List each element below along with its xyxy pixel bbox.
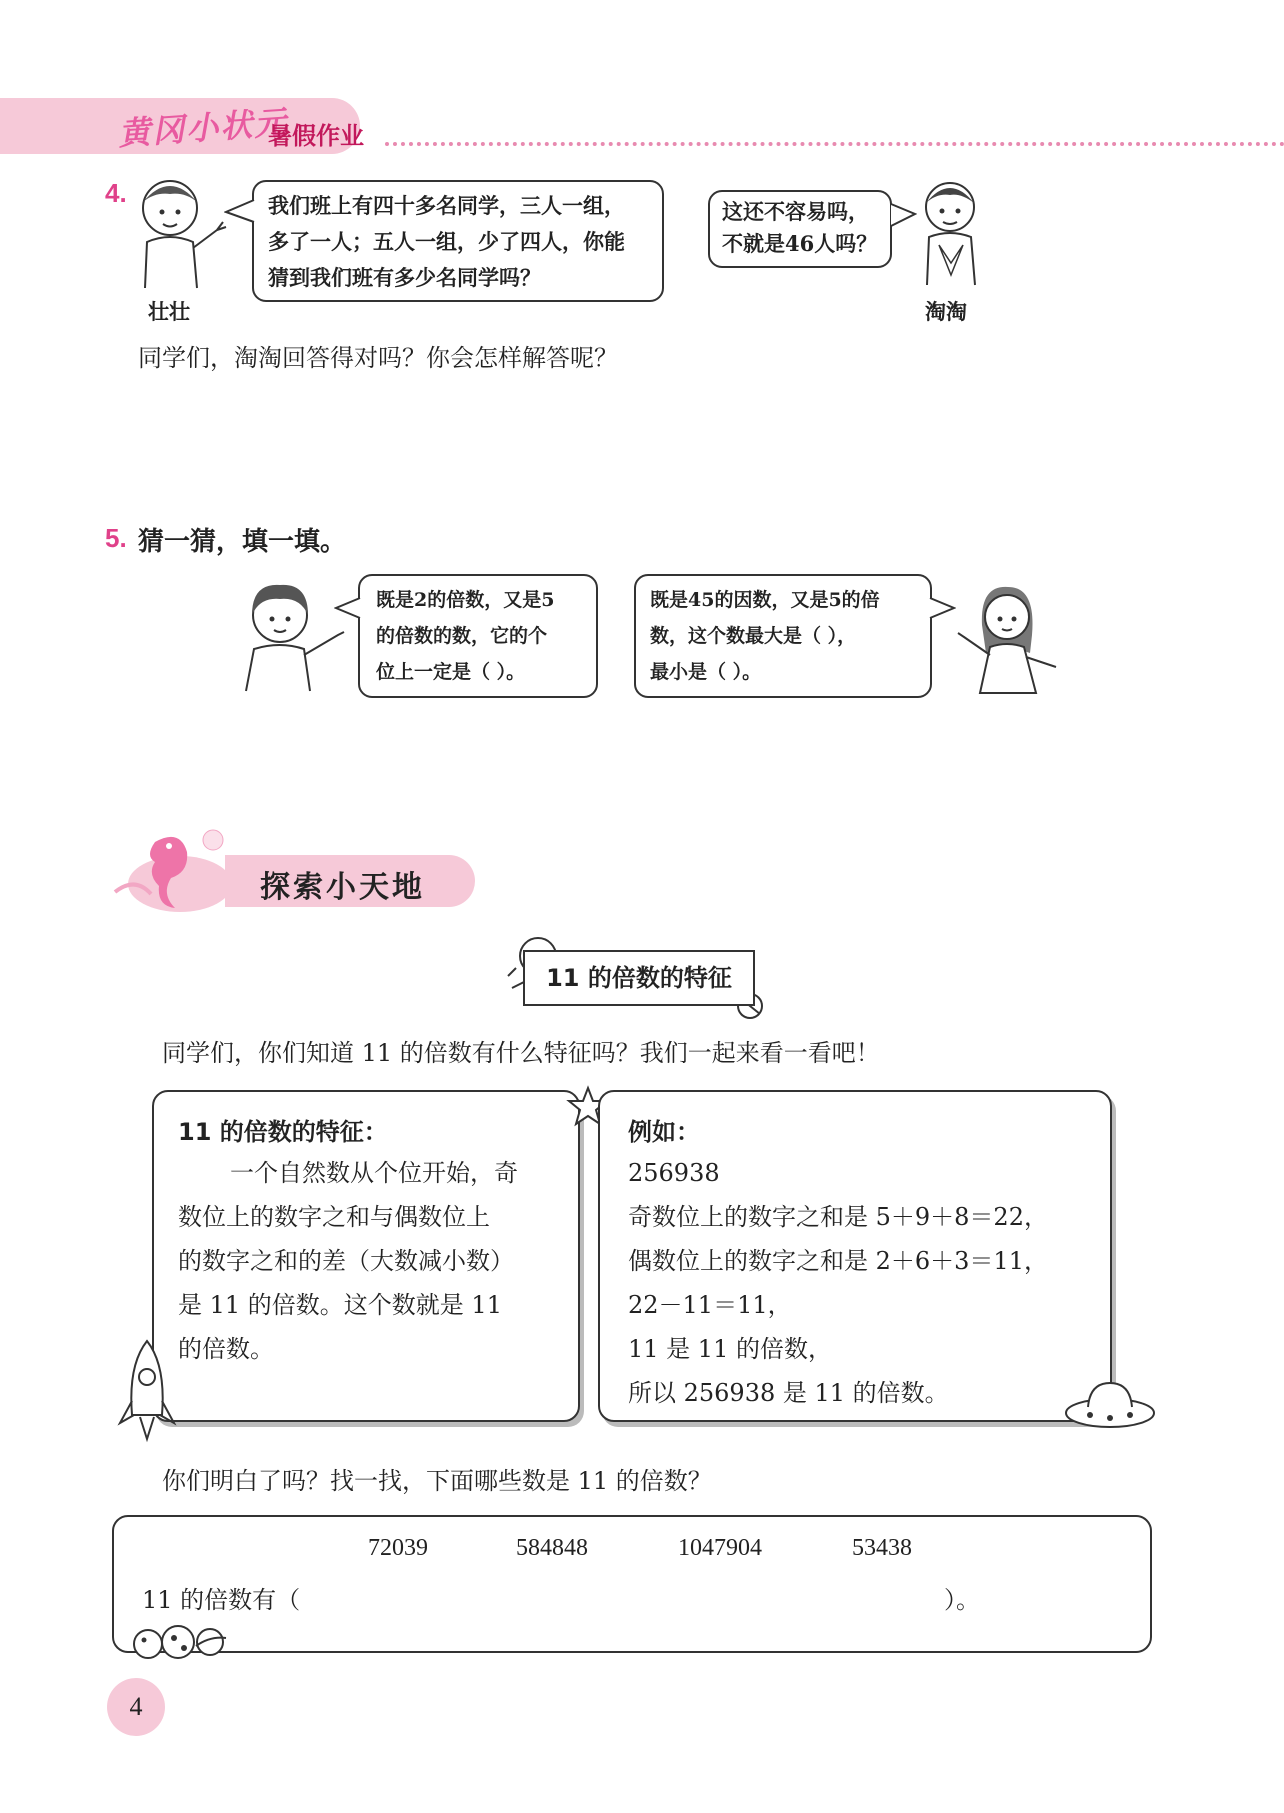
header-dotted-rule [385,142,1284,146]
rule-line: 数位上的数字之和与偶数位上 [178,1203,490,1231]
rule-heading: 11 的倍数的特征： [178,1118,388,1146]
speech-line: 我们班上有四十多名同学，三人一组， [268,193,625,218]
bubble-tail [224,196,256,226]
rule-panel [152,1090,580,1422]
answer-prefix: 11 的倍数有（ [142,1586,301,1614]
rule-text [178,1151,554,1371]
example-line: 所以 256938 是 11 的倍数。 [628,1379,949,1407]
zhuangzhuang-name: 壮壮 [148,299,190,324]
seahorse-emblem-icon [105,822,235,922]
rule-line: 一个自然数从个位开始，奇 [230,1159,518,1187]
ufo-icon [1060,1375,1160,1435]
section-title: 探索小天地 [260,870,425,905]
speech-line: 数，这个数最大是（ ）， [650,625,857,647]
rule-line: 的倍数。 [178,1335,274,1363]
question-4-prompt: 同学们，淘淘回答得对吗？你会怎样解答呢？ [138,344,618,372]
example-panel [598,1090,1112,1422]
speech-line: 既是45的因数，又是5的倍 [650,589,880,611]
planets-icon [130,1618,230,1664]
example-heading: 例如： [628,1118,700,1146]
girl-illustration-right [950,575,1060,695]
brand-logo: 黄冈小状元 [117,103,290,153]
taotao-name: 淘淘 [925,299,967,324]
candidate-number: 584848 [516,1535,588,1561]
speech-line: 这还不容易吗， [722,199,869,224]
speech-line: 不就是46人吗？ [722,231,878,256]
book-title: 暑假作业 [268,122,364,150]
candidate-number: 53438 [852,1535,912,1561]
topic-title-box: 11 的倍数的特征 [523,950,755,1006]
candidate-number: 1047904 [678,1535,762,1561]
answer-suffix: ）。 [944,1586,980,1614]
right-speech-bubble [634,574,932,698]
speech-line: 位上一定是（ ）。 [376,661,526,683]
speech-line: 的倍数的数，它的个 [376,625,548,647]
question-5-title: 猜一猜，填一填。 [138,527,347,557]
question-5-number: 5. [105,523,127,553]
girl-illustration-left [228,575,353,695]
example-line: 256938 [628,1159,720,1187]
candidate-number: 72039 [368,1535,428,1561]
example-line: 11 是 11 的倍数， [628,1335,832,1363]
page-number: 4 [107,1678,165,1736]
answer-blank[interactable] [300,1585,940,1615]
question-4-number: 4. [105,178,127,208]
zhuangzhuang-speech-bubble [252,180,664,302]
left-speech-bubble [358,574,598,698]
bubble-tail [334,594,362,624]
speech-line: 多了一人；五人一组，少了四人，你能 [268,229,625,254]
example-text [628,1151,1082,1415]
speech-line: 既是2的倍数，又是5 [376,589,555,611]
taotao-speech-bubble [708,190,892,268]
rule-line: 是 11 的倍数。这个数就是 11 [178,1291,502,1319]
speech-line: 最小是（ ）。 [650,661,762,683]
explore-question: 你们明白了吗？找一找，下面哪些数是 11 的倍数？ [162,1467,712,1495]
example-line: 偶数位上的数字之和是 2＋6＋3＝11， [628,1247,1048,1275]
example-line: 22－11＝11， [628,1291,792,1319]
rocket-icon [112,1335,182,1445]
explore-intro: 同学们，你们知道 11 的倍数有什么特征吗？我们一起来看一看吧！ [162,1039,880,1067]
boy-taotao-illustration [895,175,1005,290]
boy-zhuangzhuang-illustration [125,170,235,290]
speech-line: 猜到我们班有多少名同学吗？ [268,265,541,290]
example-line: 奇数位上的数字之和是 5＋9＋8＝22， [628,1203,1048,1231]
rule-line: 的数字之和的差（大数减小数） [178,1247,514,1275]
